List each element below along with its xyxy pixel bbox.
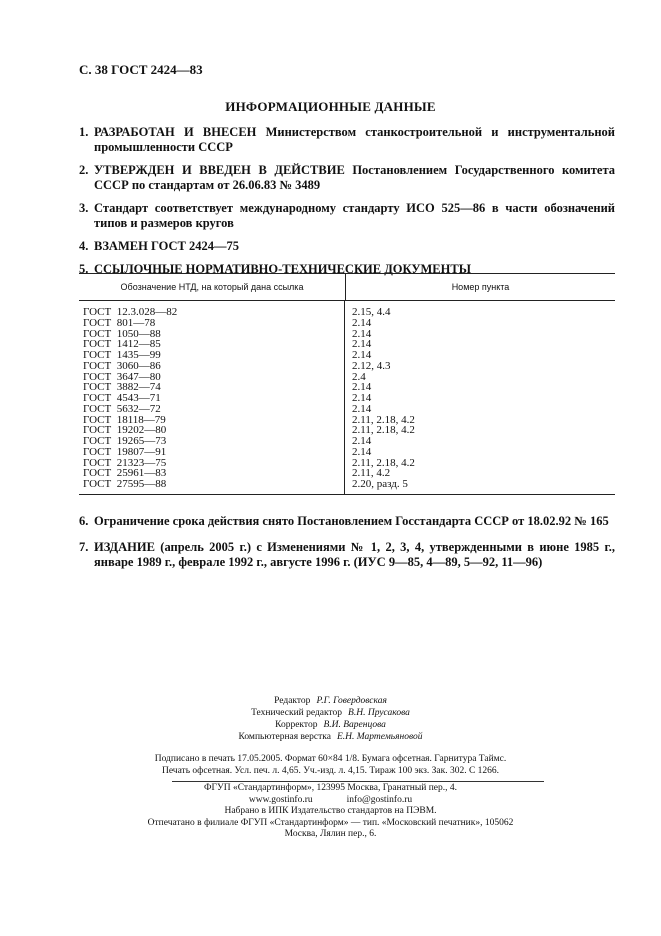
table-cell-clause: 2.11, 2.18, 4.2 (352, 424, 415, 437)
table-cell-clause: 2.4 (352, 370, 366, 383)
table-cell-document: ГОСТ 3882—74 (83, 381, 161, 394)
table-cell-clause: 2.12, 4.3 (352, 359, 391, 372)
info-item-3 (79, 201, 615, 231)
table-cell-clause: 2.14 (352, 327, 372, 340)
credit-tech-editor (0, 707, 661, 719)
publisher-info (0, 783, 661, 841)
table-cell-clause: 2.14 (352, 435, 372, 447)
credit-name: В.И. Варенцова (323, 720, 386, 730)
table-cell-document: ГОСТ 5632—72 (83, 402, 161, 415)
credit-role: Компьютерная верстка (238, 732, 331, 742)
table-cell-clause: 2.14 (352, 445, 372, 458)
table-cell-document: ГОСТ 3060—86 (83, 359, 161, 372)
publisher-website: www.gostinfo.ru (248, 794, 313, 805)
info-item-7 (79, 540, 615, 570)
section-title: ИНФОРМАЦИОННЫЕ ДАННЫЕ (225, 99, 436, 114)
print-imprint (0, 753, 661, 777)
credit-name: В.Н. Прусакова (348, 708, 410, 718)
typeset-line: Набрано в ИПК Издательство стандартов на ПЭВМ. (224, 806, 437, 816)
item-text: Стандарт соответствует международному стандарту ИСО 525—86 в части обозначений типов и размеров кругов (94, 201, 615, 230)
table-cell-document: ГОСТ 1050—88 (83, 327, 161, 340)
item-number: 1. (79, 125, 89, 139)
table-cell-clause: 2.14 (352, 338, 372, 351)
table-cell-document: ГОСТ 19807—91 (83, 445, 167, 458)
item-lead: РАЗРАБОТАН И ВНЕСЕН (94, 125, 257, 139)
item-number: 5. (79, 262, 89, 276)
item-number: 2. (79, 163, 89, 177)
table-header-row (79, 274, 615, 301)
table-cell-document: ГОСТ 19265—73 (83, 435, 167, 447)
clause-column (345, 301, 615, 494)
divider (172, 781, 544, 782)
publisher-email: info@gostinfo.ru (346, 794, 413, 805)
table-cell-clause: 2.11, 2.18, 4.2 (352, 413, 415, 426)
item-text: Министерством станкостроительной и инструментальной промышленности СССР (94, 125, 615, 154)
table-cell-document: ГОСТ 19202—80 (83, 424, 167, 437)
credit-role: Корректор (275, 720, 318, 730)
page-header: С. 38 ГОСТ 2424—83 (79, 62, 203, 77)
table-cell-clause: 2.20, разд. 5 (352, 478, 408, 490)
info-item-2 (79, 163, 615, 193)
table-header-document: Обозначение НТД, на который дана ссылка (79, 274, 346, 300)
printed-at-line: Отпечатано в филиале ФГУП «Стандартинформ» — тип. «Московский печатник», 105062 (147, 817, 514, 828)
credit-name: Р.Г. Говердовская (316, 696, 387, 706)
credit-role: Редактор (274, 696, 311, 706)
table-cell-clause: 2.14 (352, 402, 372, 415)
reference-documents-table (79, 273, 615, 495)
table-cell-clause: 2.11, 2.18, 4.2 (352, 456, 415, 469)
credit-role: Технический редактор (251, 708, 343, 718)
table-cell-document: ГОСТ 4543—71 (83, 392, 161, 404)
item-lead: УТВЕРЖДЕН И ВВЕДЕН В ДЕЙСТВИЕ (94, 163, 345, 177)
table-cell-document: ГОСТ 25961—83 (83, 467, 167, 480)
item-lead: ИЗДАНИЕ (94, 540, 155, 554)
info-item-1 (79, 125, 615, 155)
printer-address: Москва, Лялин пер., 6. (284, 829, 377, 839)
table-cell-clause: 2.11, 4.2 (352, 467, 391, 480)
info-items-top (79, 125, 615, 285)
document-column (79, 301, 345, 494)
info-items-bottom (79, 514, 615, 581)
table-cell-clause: 2.14 (352, 316, 372, 329)
info-item-6 (79, 514, 615, 529)
table-cell-document: ГОСТ 27595—88 (83, 478, 167, 490)
item-number: 4. (79, 239, 89, 253)
table-cell-document: ГОСТ 18118—79 (83, 413, 166, 426)
table-header-clause: Номер пункта (451, 282, 510, 292)
table-cell-document: ГОСТ 1412—85 (83, 338, 161, 351)
table-cell-document: ГОСТ 801—78 (83, 316, 156, 329)
credit-proofreader (0, 719, 661, 731)
item-number: 6. (79, 514, 89, 528)
info-item-4 (79, 239, 615, 254)
table-cell-document: ГОСТ 12.3.028—82 (83, 306, 178, 318)
imprint-line: Подписано в печать 17.05.2005. Формат 60×84 1/8. Бумага офсетная. Гарнитура Таймс. (154, 754, 507, 764)
credit-layout (0, 731, 661, 743)
publisher-address: ФГУП «Стандартинформ», 123995 Москва, Гранатный пер., 4. (203, 783, 458, 793)
table-cell-clause: 2.14 (352, 349, 372, 361)
item-number: 3. (79, 201, 89, 215)
editorial-credits (0, 695, 661, 743)
item-text: Ограничение срока действия снято Постановлением Госстандарта СССР от 18.02.92 № 165 (94, 514, 609, 528)
item-lead: ССЫЛОЧНЫЕ НОРМАТИВНО-ТЕХНИЧЕСКИЕ ДОКУМЕНТЫ (94, 262, 471, 276)
credit-editor (0, 695, 661, 707)
table-cell-document: ГОСТ 1435—99 (83, 349, 161, 361)
credit-name: Е.Н. Мартемьяновой (336, 732, 423, 742)
item-text: (апрель 2005 г.) с Изменениями № 1, 2, 3, 4, утвержденными в июне 1985 г., январе 1989 г., феврале 1992 г., августе 1996 г. (ИУС 9—85, 4—89, 5—92, 11—96) (94, 540, 615, 569)
item-lead: ВЗАМЕН ГОСТ 2424—75 (94, 239, 239, 253)
table-cell-document: ГОСТ 21323—75 (83, 456, 167, 469)
item-number: 7. (79, 540, 89, 554)
item-text: Постановлением Государственного комитета СССР по стандартам от 26.06.83 № 3489 (94, 163, 615, 192)
table-cell-clause: 2.15, 4.4 (352, 306, 391, 318)
table-cell-clause: 2.14 (352, 381, 372, 394)
imprint-line: Печать офсетная. Усл. печ. л. 4,65. Уч.-изд. л. 4,15. Тираж 100 экз. Зак. 302. С 1266. (161, 766, 500, 776)
table-cell-clause: 2.14 (352, 392, 372, 404)
table-cell-document: ГОСТ 3647—80 (83, 370, 161, 383)
table-body (79, 301, 615, 495)
